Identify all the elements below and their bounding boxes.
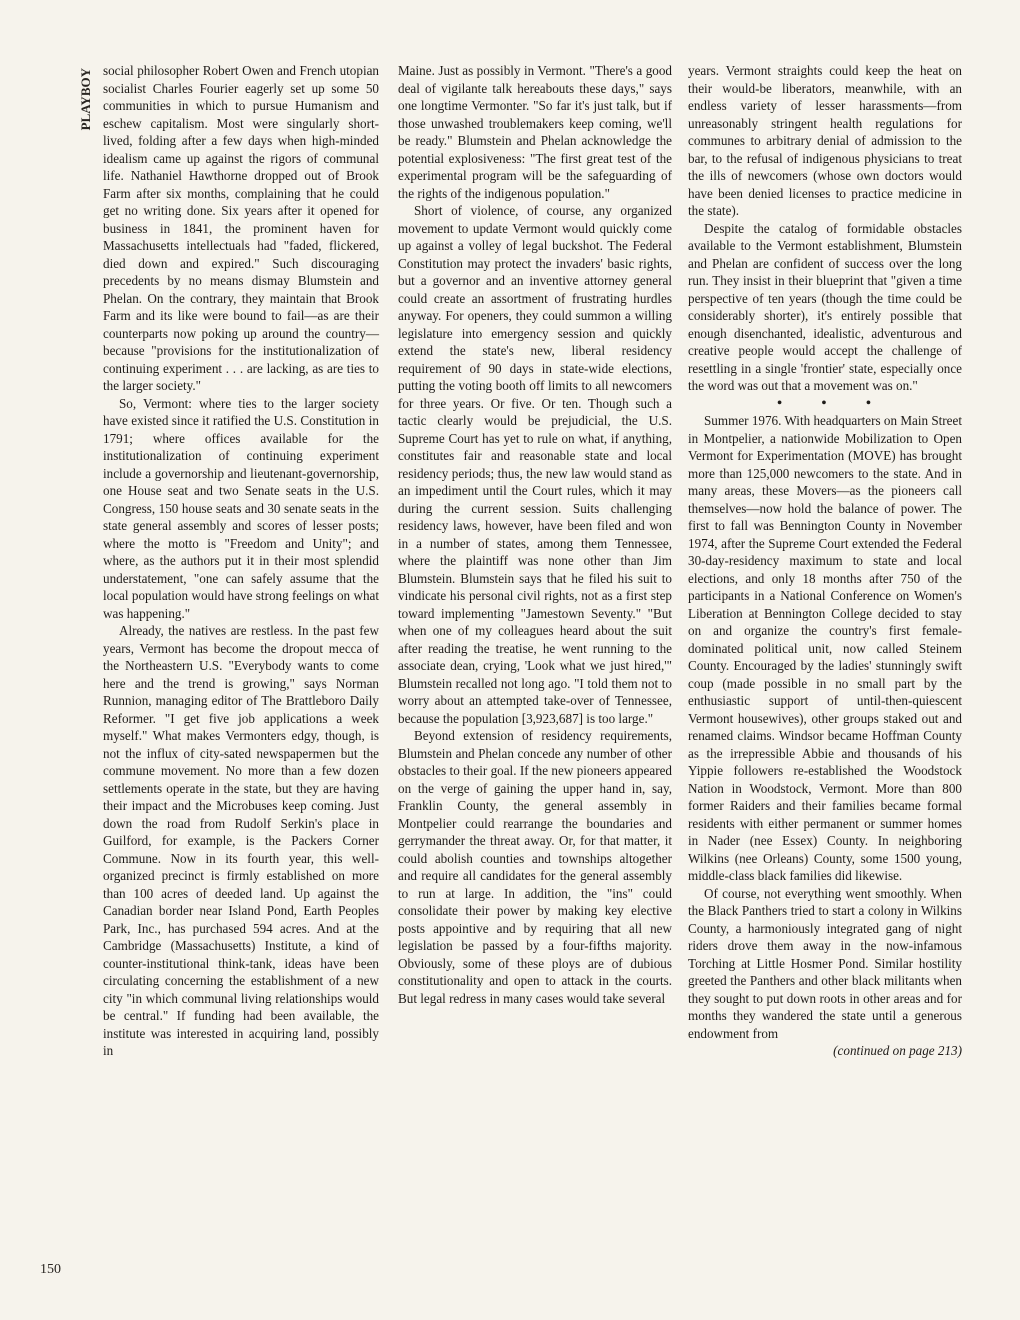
- paragraph: Beyond extension of residency requirements, Blumstein and Phelan concede any number of other obstacles to their goal. If the new pioneers appeared on the verge of gaining the upper hand in, say, Franklin County, the general assembly in Montpelier could rearrange the boundaries and gerrymander the threat away. Or, for that matter, it could abolish counties and townships altogether and require all candidates for the general assembly to run at large. In addition, the "ins" could consolidate their power by making key elective posts appointive and by requiring that all new legislation be passed by a four-fifths majority. Obviously, some of these ploys are of dubious constitutionality and open to attack in the courts. But legal redress in many cases would take several: [398, 728, 672, 1006]
- paragraph: social philosopher Robert Owen and French utopian socialist Charles Fourier eagerly set up some 50 communities in which to pursue Humanism and eschew capitalism. Most were singularly short-lived, folding after a few days when high-minded idealism came up against the rigors of communal life. Nathaniel Hawthorne dropped out of Brook Farm after six months, complaining that he could get no writing done. Six years after it opened for business in 1841, the prominent haven for Massachusetts intellectuals had "faded, flickered, died down and expired." Such discouraging precedents by no means dismay Blumstein and Phelan. On the contrary, they maintain that Brook Farm and its like were bound to fail—as are their counterparts now poking up around the country—because "provisions for the institutionalization of continuing experiment . . . are lacking, as are ties to the larger society.": [103, 63, 379, 393]
- paragraph: Maine. Just as possibly in Vermont. "There's a good deal of vigilante talk hereabouts these days," says one longtime Vermonter. "So far it's just talk, but if those unwashed troublemakers keep coming, we'll be ready." Blumstein and Phelan acknowledge the potential explosiveness: "The first great test of the experimental program will be the safeguarding of the rights of the indigenous population.": [398, 63, 672, 201]
- paragraph: Short of violence, of course, any organized movement to update Vermont would quickly come up against a volley of legal buckshot. The Federal Constitution may protect the invaders' basic rights, but a governor and an inventive attorney general could create an assortment of frustrating hurdles anyway. For openers, they could summon a willing legislature into emergency session and quickly extend the state's new, liberal residency requirement of 90 days in state-wide elections, putting the voting booth off limits to all newcomers for three years. Or five. Or ten. Though such a tactic clearly would be prejudicial, the U.S. Supreme Court has yet to rule on what, if anything, constitutes fair and reasonable state and local residency periods; thus, the new law would stand as an impediment until the Court rules, which it may during the current session. Suits challenging residency laws, however, have been filed and won in a number of states, among them Tennessee, where the plaintiff was none other than Jim Blumstein. Blumstein says that he filed his suit to vindicate his personal civil rights, not as a first step toward implementing "Jamestown Seventy." "But when one of my colleagues heard about the suit after reading the treatise, he went running to the associate dean, crying, 'Look what we just hired,'" Blumstein recalled not long ago. "I told them not to worry about an attempted take-over of Tennessee, because the population [3,923,687] is too large.": [398, 203, 672, 726]
- section-separator: • • •: [777, 395, 889, 411]
- continued-line: (continued on page 213): [833, 1043, 962, 1058]
- text-column-2: [398, 62, 672, 1007]
- text-column-1: [103, 62, 379, 1060]
- text-column-3: [688, 62, 962, 1060]
- paragraph: Already, the natives are restless. In the past few years, Vermont has become the dropout mecca of the Northeastern U.S. "Everybody wants to come here and the trend is growing," says Norman Runnion, managing editor of The Brattleboro Daily Reformer. "I get five job applications a week myself." What makes Vermonters edgy, though, is not the influx of city-sated newspapermen but the commune movement. No more than a few dozen settlements operate in the state, but they are having their impact and the Microbuses keep coming. Just down the road from Rudolf Serkin's place in Guilford, for example, is the Packers Corner Commune. Now in its fourth year, this well-organized precinct is firmly established on more than 100 acres of deeded land. Up against the Canadian border near Island Pond, Earth Peoples Park, Inc., has purchased 594 acres. And at the Cambridge (Massachusetts) Institute, a kind of counter-institutional think-tank, ideas have been circulating concerning the establishment of a new city "in which communal living relationships would be central." If funding had been available, the institute was interested in acquiring land, possibly in: [103, 623, 379, 1058]
- magazine-masthead: PLAYBOY: [78, 68, 93, 131]
- paragraph: So, Vermont: where ties to the larger society have existed since it ratified the U.S. Constitution in 1791; where offices available for the institutionalization of continuing experiment include a governorship and lieutenant-governorship, one House seat and two Senate seats in the U.S. Congress, 150 house seats and 30 senate seats in the state general assembly and scores of lesser posts; where the motto is "Freedom and Unity"; and where, as the authors put it in their most splendid understatement, "one can safely assume that the local population would have strong feelings on what was happening.": [103, 395, 379, 621]
- paragraph: Summer 1976. With headquarters on Main Street in Montpelier, a nationwide Mobilization to Open Vermont for Experimentation (MOVE) has brought more than 125,000 newcomers to the state. And in many areas, these Movers—as the pioneers call themselves—now hold the balance of power. The first to fall was Bennington County in November 1974, after the Supreme Court extended the Federal 30-day-residency maximum to state and local elections, and only 18 months after 750 of the participants in a National Conference on Women's Liberation at Bennington College decided to stay on and organize the country's first female-dominated political unit, now called Steinem County. Encouraged by the ladies' stunningly swift coup (made possible in no small part by the enthusiastic support of until-then-quiescent Vermont housewives), other groups staked out and renamed claims. Windsor became Hoffman County as the irrepressible Abbie and thousands of his Yippie followers re-established the Woodstock Nation in Woodstock, Vermont. More than 800 former Raiders and their families became formal residents with either permanent or summer homes in Nader (nee Essex) County. In neighboring Wilkins (nee Orleans) County, some 1500 young, middle-class black families did likewise.: [688, 413, 962, 883]
- paragraph: Despite the catalog of formidable obstacles available to the Vermont establishment, Blumstein and Phelan are confident of success over the long run. They insist in their blueprint that "given a time perspective of ten years (though the time could be considerably shorter), it's entirely possible that enough disenchanted, idealistic, adventurous and creative people would accept the challenge of resettling in a single 'frontier' state, especially once the word was out that a movement was on.": [688, 220, 962, 393]
- page-number: 150: [40, 1262, 61, 1277]
- paragraph: Of course, not everything went smoothly. When the Black Panthers tried to start a colony in Wilkins County, a harmoniously integrated gang of night riders drove them away in the now-infamous Torching at Little Hosmer Pond. Similar hostility greeted the Panthers and other black militants when they sought to put down roots in other areas and for months they wandered the state until a generous endowment from: [688, 885, 962, 1041]
- paragraph: years. Vermont straights could keep the heat on their would-be liberators, meanwhile, with an endless variety of lesser harassments—from unreasonably stringent health regulations for communes to arbitrary denial of admission to the bar, to the refusal of indigenous physicians to treat the ills of newcomers (whose own doctors would have been denied licenses to practice medicine in the state).: [688, 63, 962, 218]
